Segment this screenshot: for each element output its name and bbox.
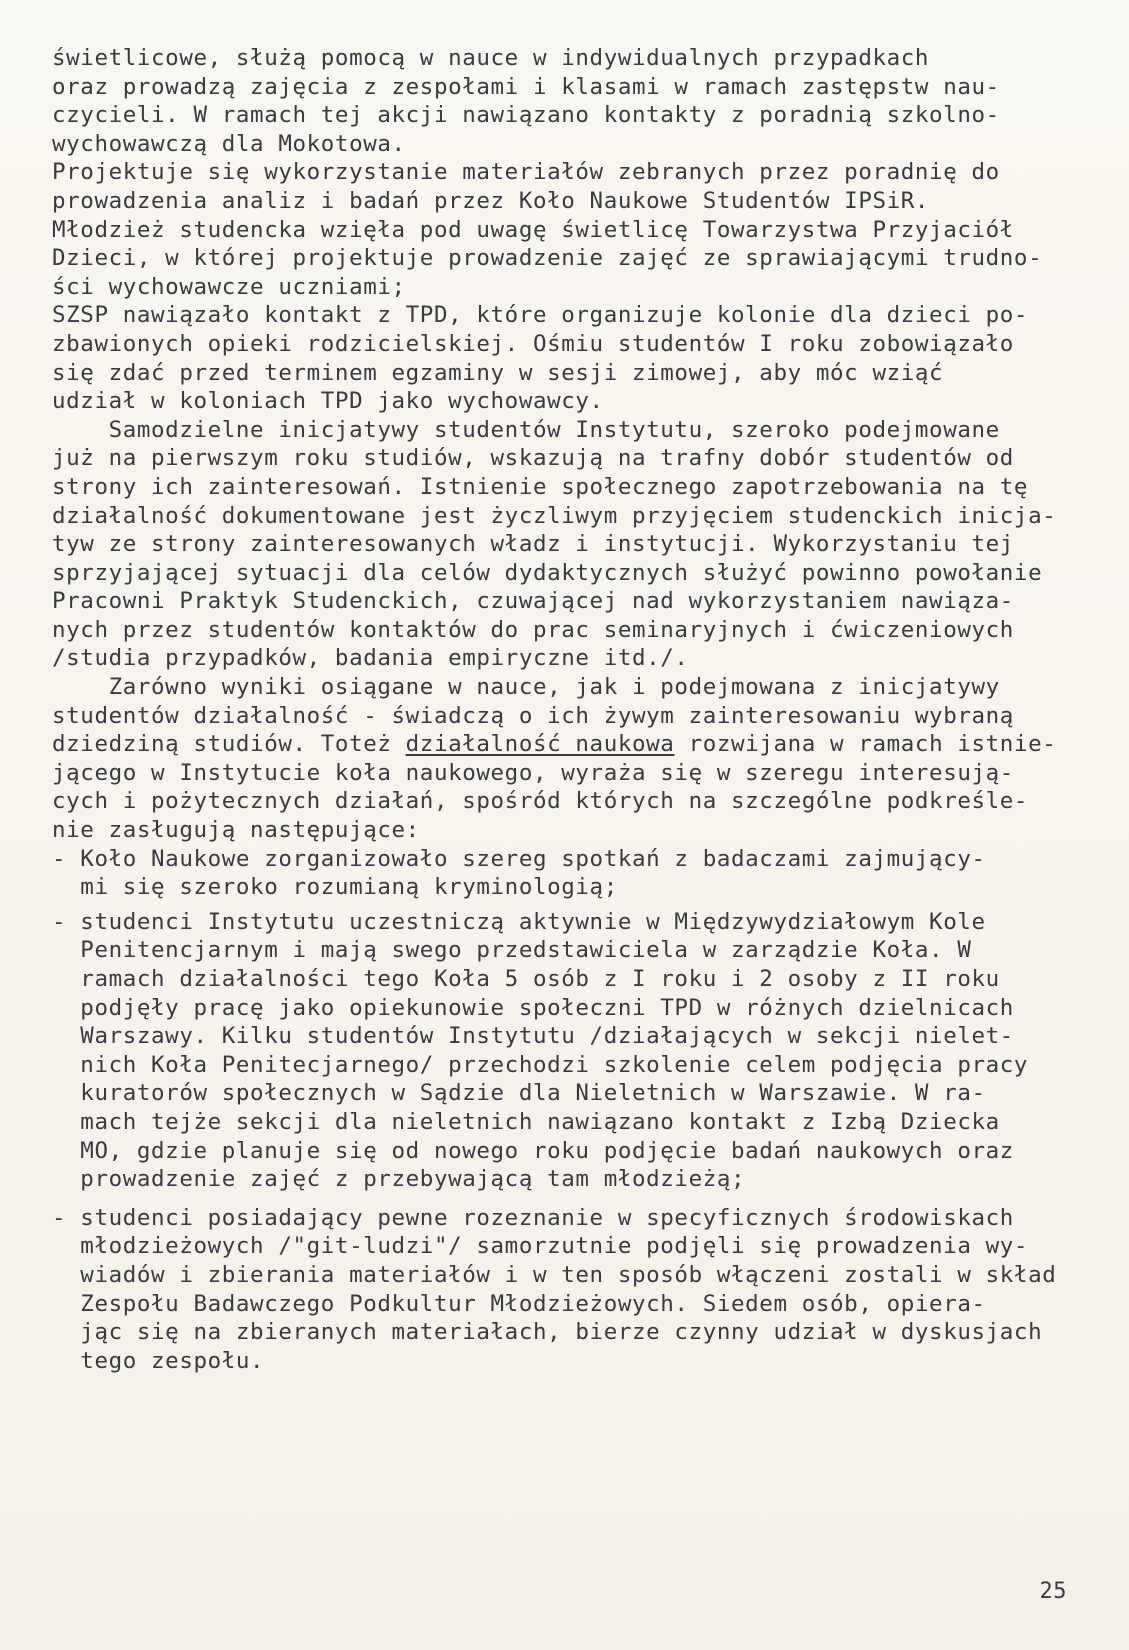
spacer — [52, 1194, 1087, 1204]
text-line: czycieli. W ramach tej akcji nawiązano kontakty z poradnią szkolno- — [52, 102, 1000, 129]
text-segment: rozwijana w ramach istnie- — [674, 731, 1057, 758]
page-number: 25 — [1039, 1579, 1067, 1604]
text-line: Projektuje się wykorzystanie materiałów zebranych przez poradnię do — [52, 159, 1000, 186]
text-line: świetlicowe, służą pomocą w nauce w indywidualnych przypadkach — [52, 45, 930, 71]
list-item-line: jąc się na zbieranych materiałach, bierze czynny udział w dyskusjach — [52, 1319, 1043, 1346]
text-line: wychowawczą dla Mokotowa. — [52, 130, 406, 157]
text-line-with-underline — [52, 730, 1087, 759]
list-item-line: - studenci Instytutu uczestniczą aktywnie w Międzywydziałowym Kole — [52, 908, 986, 935]
text-line: prowadzenia analiz i badań przez Koło Naukowe Studentów IPSiR. — [52, 187, 930, 214]
text-line: ści wychowawcze uczniami; — [52, 273, 406, 300]
list-item-line: nich Koła Penitecjarnego/ przechodzi szkolenie celem podjęcia pracy — [52, 1051, 1029, 1078]
text-line: Młodzież studencka wzięła pod uwagę świetlicę Towarzystwa Przyjaciół — [52, 216, 1014, 243]
text-line: Zarówno wyniki osiągane w nauce, jak i podejmowana z inicjatywy — [52, 674, 1000, 701]
list-item-line: wiadów i zbierania materiałów i w ten sposób włączeni zostali w skład — [52, 1261, 1057, 1288]
text-line: cych i pożytecznych działań, spośród których na szczególne podkreśle- — [52, 788, 1029, 815]
text-line: działalność dokumentowane jest życzliwym przyjęciem studenckich inicja- — [52, 502, 1057, 529]
text-line: /studia przypadków, badania empiryczne itd./. — [52, 645, 689, 672]
text-line: studentów działalność - świadczą o ich żywym zainteresowaniu wybraną — [52, 702, 1014, 729]
list-item-line: ramach działalności tego Koła 5 osób z I roku i 2 osoby z II roku — [52, 966, 1000, 992]
list-item-line: tego zespołu. — [52, 1347, 265, 1374]
text-line: nie zasługują następujące: — [52, 817, 420, 844]
text-segment: dziedziną studiów. Toteż — [52, 731, 406, 758]
text-line: udział w koloniach TPD jako wychowawcy. — [52, 388, 604, 415]
list-item-line: prowadzenie zajęć z przebywającą tam młodzieżą; — [52, 1166, 746, 1193]
list-item-line: podjęły pracę jako opiekunowie społeczni TPD w różnych dzielnicach — [52, 994, 1014, 1021]
text-line: nych przez studentów kontaktów do prac seminaryjnych i ćwiczeniowych — [52, 616, 1014, 643]
list-item-line: Zespołu Badawczego Podkultur Młodzieżowych. Siedem osób, opiera- — [52, 1290, 986, 1317]
text-line: SZSP nawiązało kontakt z TPD, które organizuje kolonie dla dzieci po- — [52, 302, 1029, 329]
list-item-line: - Koło Naukowe zorganizowało szereg spotkań z badaczami zajmujący- — [52, 845, 986, 872]
document-body — [52, 44, 1087, 1375]
text-line: oraz prowadzą zajęcia z zespołami i klasami w ramach zastępstw nau- — [52, 73, 1000, 100]
text-line: się zdać przed terminem egzaminy w sesji zimowej, aby móc wziąć — [52, 359, 944, 386]
list-item-line: mi się szeroko rozumianą kryminologią; — [52, 874, 618, 901]
list-item-line: Warszawy. Kilku studentów Instytutu /działających w sekcji nielet- — [52, 1023, 1014, 1050]
text-line: sprzyjającej sytuacji dla celów dydaktycznych służyć powinno powołanie — [52, 559, 1043, 586]
text-line: Samodzielne inicjatywy studentów Instytutu, szeroko podejmowane — [52, 416, 1000, 443]
text-line: jącego w Instytucie koła naukowego, wyraża się w szeregu interesują- — [52, 759, 1014, 786]
list-item-line: - studenci posiadający pewne rozeznanie w specyficznych środowiskach — [52, 1204, 1014, 1231]
list-item-line: MO, gdzie planuje się od nowego roku podjęcie badań naukowych oraz — [52, 1137, 1014, 1164]
list-item-line: mach tejże sekcji dla nieletnich nawiązano kontakt z Izbą Dziecka — [52, 1108, 1000, 1135]
text-line: tyw ze strony zainteresowanych władz i instytucji. Wykorzystaniu tej — [52, 531, 1014, 558]
text-line: Pracowni Praktyk Studenckich, czuwającej nad wykorzystaniem nawiąza- — [52, 588, 1014, 615]
underlined-phrase: działalność naukowa — [405, 731, 675, 758]
list-item-line: młodzieżowych /"git-ludzi"/ samorzutnie podjęli się prowadzenia wy- — [52, 1233, 1029, 1260]
list-item-line: kuratorów społecznych w Sądzie dla Nieletnich w Warszawie. W ra- — [52, 1080, 986, 1107]
text-line: już na pierwszym roku studiów, wskazują na trafny dobór studentów od — [52, 445, 1014, 472]
text-line: strony ich zainteresowań. Istnienie społecznego zapotrzebowania na tę — [52, 473, 1029, 500]
text-line: zbawionych opieki rodzicielskiej. Ośmiu studentów I roku zobowiązało — [52, 330, 1014, 357]
list-item-line: Penitencjarnym i mają swego przedstawiciela w zarządzie Koła. W — [52, 937, 972, 964]
text-line: Dzieci, w której projektuje prowadzenie zajęć ze sprawiającymi trudno- — [52, 245, 1043, 272]
